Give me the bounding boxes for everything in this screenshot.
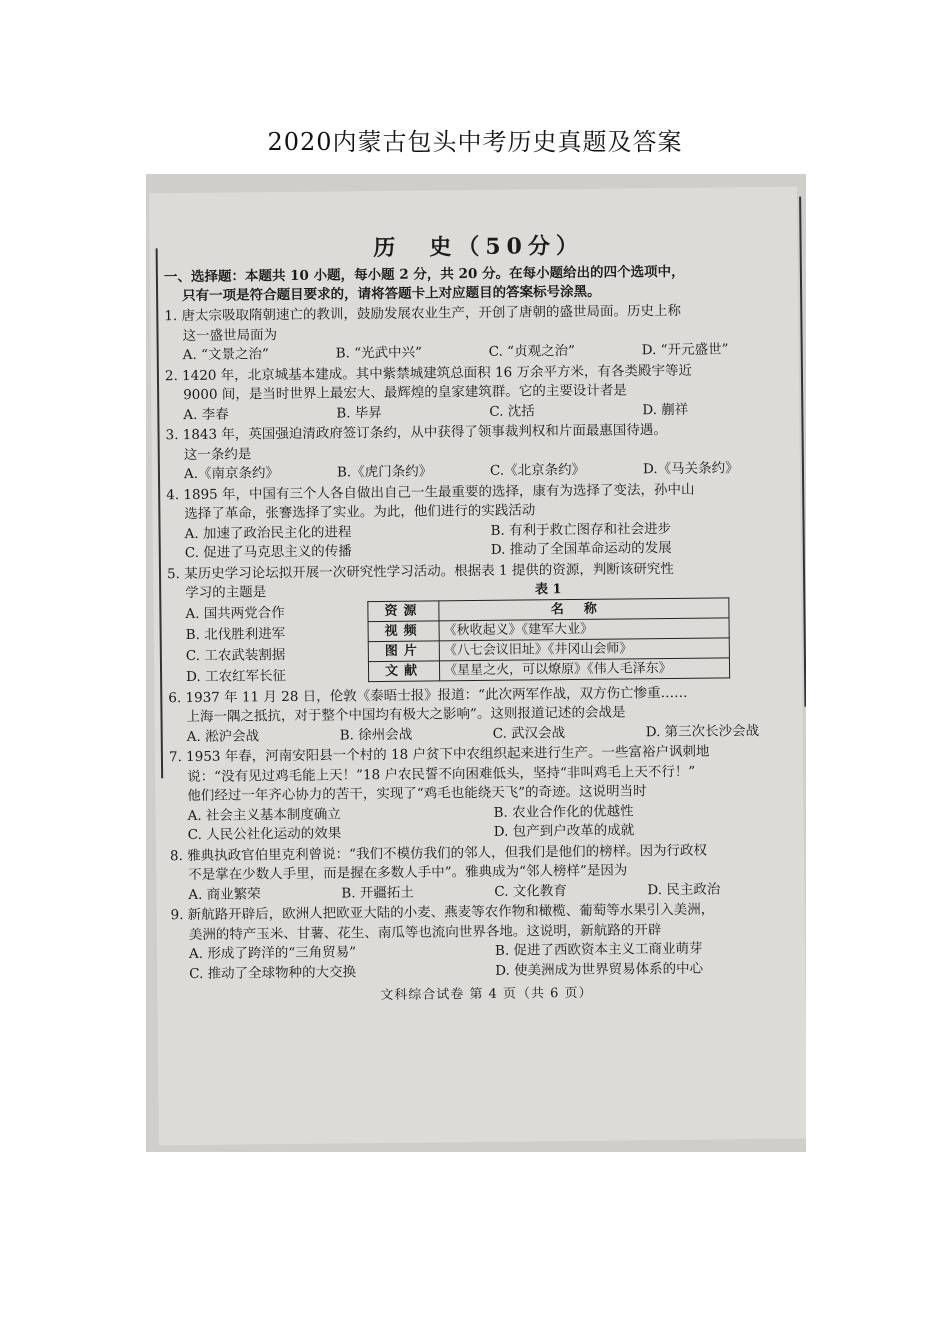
question-9 [170,900,800,946]
option-d: D. 推动了全国革命运动的发展 [490,539,672,558]
table-cell: 《星星之火，可以燎原》《伟人毛泽东》 [439,657,729,680]
table-1 [367,579,730,686]
option-d: D. 民主政治 [647,880,721,898]
question-stem: 6. 1937 年 11 月 28 日，伦敦《泰晤士报》报道：“此次两军作战，双方伤亡惨重…… [168,684,688,706]
table-caption: 表 1 [534,581,562,597]
question-stem: 学习的主题是 [185,584,267,602]
option-d: D. 蒯祥 [642,401,689,418]
table-cell: 图片 [368,640,439,661]
question-stem: 不是掌在少数人手里，而是握在多数人手中”。雅典成为“邻人榜样”是因为 [188,862,628,884]
option-b: B. 北伐胜利进军 [185,625,286,643]
question-5-options [167,602,368,688]
option-c: C. 推动了全球物种的大交换 [189,963,357,982]
question-3 [165,420,795,466]
option-c: C. 武汉会战 [492,724,566,742]
option-a: A. 商业繁荣 [188,885,261,903]
option-a: A.《南京条约》 [183,465,280,483]
question-4-options [167,518,797,564]
option-d: D. 包产到户改革的成就 [493,822,635,840]
option-d: D. 使美洲成为世界贸易体系的中心 [495,960,704,979]
question-stem: 9. 新航路开辟后，欧洲人把欧亚大陆的小麦、燕麦等农作物和橄榄、葡萄等水果引入美洲， [170,901,715,924]
exam-content [163,227,801,1006]
question-2 [165,360,795,406]
option-a: A. 社会主义基本制度确立 [187,805,341,824]
option-d: D.《马关条约》 [642,460,739,478]
question-stem: 这一条约是 [183,445,252,463]
question-1 [164,301,794,347]
option-a: A. 国共两党合作 [185,604,285,622]
section-instructions-line2: 只有一项是符合题目要求的，请将答题卡上对应题目的答案标号涂黑。 [182,283,601,305]
question-stem: 7. 1953 年春，河南安阳县一个村的 18 户贫下中农组织起来进行生产。一些富裕户讽刺地 [168,743,710,766]
question-stem: 8. 雅典执政官伯里克利曾说：“我们不模仿我们的邻人，但我们是他们的榜样。因为行政权 [169,842,708,864]
option-c: C. 文化教育 [494,882,567,900]
table-row [368,657,729,681]
option-c: C.《北京条约》 [489,461,586,479]
option-b: B. “光武中兴” [335,344,423,362]
right-margin-rule [799,197,806,707]
option-b: B.《虎门条约》 [336,463,433,481]
question-stem: 5. 某历史学习论坛拟开展一次研究性学习活动。根据表 1 提供的资源，判断该研究性 [166,560,674,582]
document-title: 2020内蒙古包头中考历史真题及答案 [267,128,683,156]
option-c: C. “贞观之治” [488,342,576,360]
option-c: C. 沈括 [489,402,535,420]
question-7-options [169,800,799,846]
option-b: B. 农业合作化的优越性 [493,802,634,821]
option-d: D. 第三次长沙会战 [645,722,760,740]
question-stem: 他们经过一年齐心协力的苦干，实现了“鸡毛也能绕天飞”的奇迹。这说明当时 [187,783,647,805]
question-stem: 选择了革命，张謇选择了实业。为此，他们进行的实践活动 [184,502,536,523]
question-stem: 美洲的特产玉米、甘薯、花生、南瓜等也流向世界各地。这说明，新航路的开辟 [188,921,662,943]
option-a: A. 李春 [183,406,229,423]
table-cell: 《秋收起义》《建军大业》 [439,617,729,640]
resource-table [367,597,730,682]
question-6 [168,682,798,728]
section-instructions-line1: 一、选择题：本题共 10 小题，每小题 2 分，共 20 分。在每小题给出的四个选项中， [163,263,685,286]
option-d: D. “开元盛世” [641,341,729,359]
question-stem: 1. 唐太宗吸取隋朝速亡的教训，鼓励发展农业生产，开创了唐朝的盛世局面。历史上称 [164,302,682,325]
option-b: B. 促进了西欧资本主义工商业萌芽 [494,940,703,959]
option-c: C. 人民公社化运动的效果 [187,825,342,844]
table-header-cell: 名称 [439,597,729,620]
table-cell: 视频 [368,620,439,641]
section-instructions [164,262,794,307]
question-stem: 2. 1420 年，北京城基本建成。其中紫禁城建筑总面积 16 万余平方米，有各类殿宇等近 [164,362,693,384]
table-cell: 《八七会议旧址》《井冈山会师》 [439,637,729,660]
option-a: A. 淞沪会战 [186,727,260,745]
question-stem: 上海一隅之抵抗，对于整个中国均有极大之影响”。这则报道记述的会战是 [186,704,626,726]
question-stem: 4. 1895 年，中国有三个人各自做出自己一生最重要的选择，康有为选择了变法，孙中山 [166,481,695,503]
option-c: C. 促进了马克思主义的传播 [184,543,352,562]
option-a: A. “文景之治” [182,346,269,364]
question-stem: 3. 1843 年，英国强迫清政府签订条约，从中获得了领事裁判权和片面最惠国待遇。 [165,422,667,444]
exam-paper [149,187,806,1146]
question-stem: 9000 间，是当时世界上最宏大、最辉煌的皇家建筑群。它的主要设计者是 [183,382,627,404]
page-footer: 文科综合试卷 第 4 页（共 6 页） [380,985,593,1004]
option-c: C. 工农武装割据 [185,646,286,664]
option-a: A. 加速了政治民主化的进程 [184,523,352,542]
option-b: B. 徐州会战 [339,726,413,743]
question-8 [170,840,800,886]
table-cell: 文献 [368,660,439,681]
question-stem: 说：“没有见过鸡毛能上天！”18 户农民誓不向困难低头，坚持“非叫鸡毛上天不行！” [187,763,696,785]
exam-photo [146,174,806,1152]
option-b: B. 有利于救亡图存和社会进步 [490,520,672,539]
question-stem: 这一盛世局面为 [182,326,278,344]
option-d: D. 工农红军长征 [186,667,287,685]
question-9-options [171,939,801,985]
left-margin-rule [156,248,164,778]
table-header-cell: 资源 [368,600,439,621]
question-4 [166,479,796,525]
exam-section-title: 历 史（50分） [373,232,585,262]
option-b: B. 毕昇 [336,404,382,421]
option-a: A. 形成了跨洋的“三角贸易” [188,944,357,963]
question-7 [169,742,800,807]
option-b: B. 开疆拓土 [341,884,414,901]
